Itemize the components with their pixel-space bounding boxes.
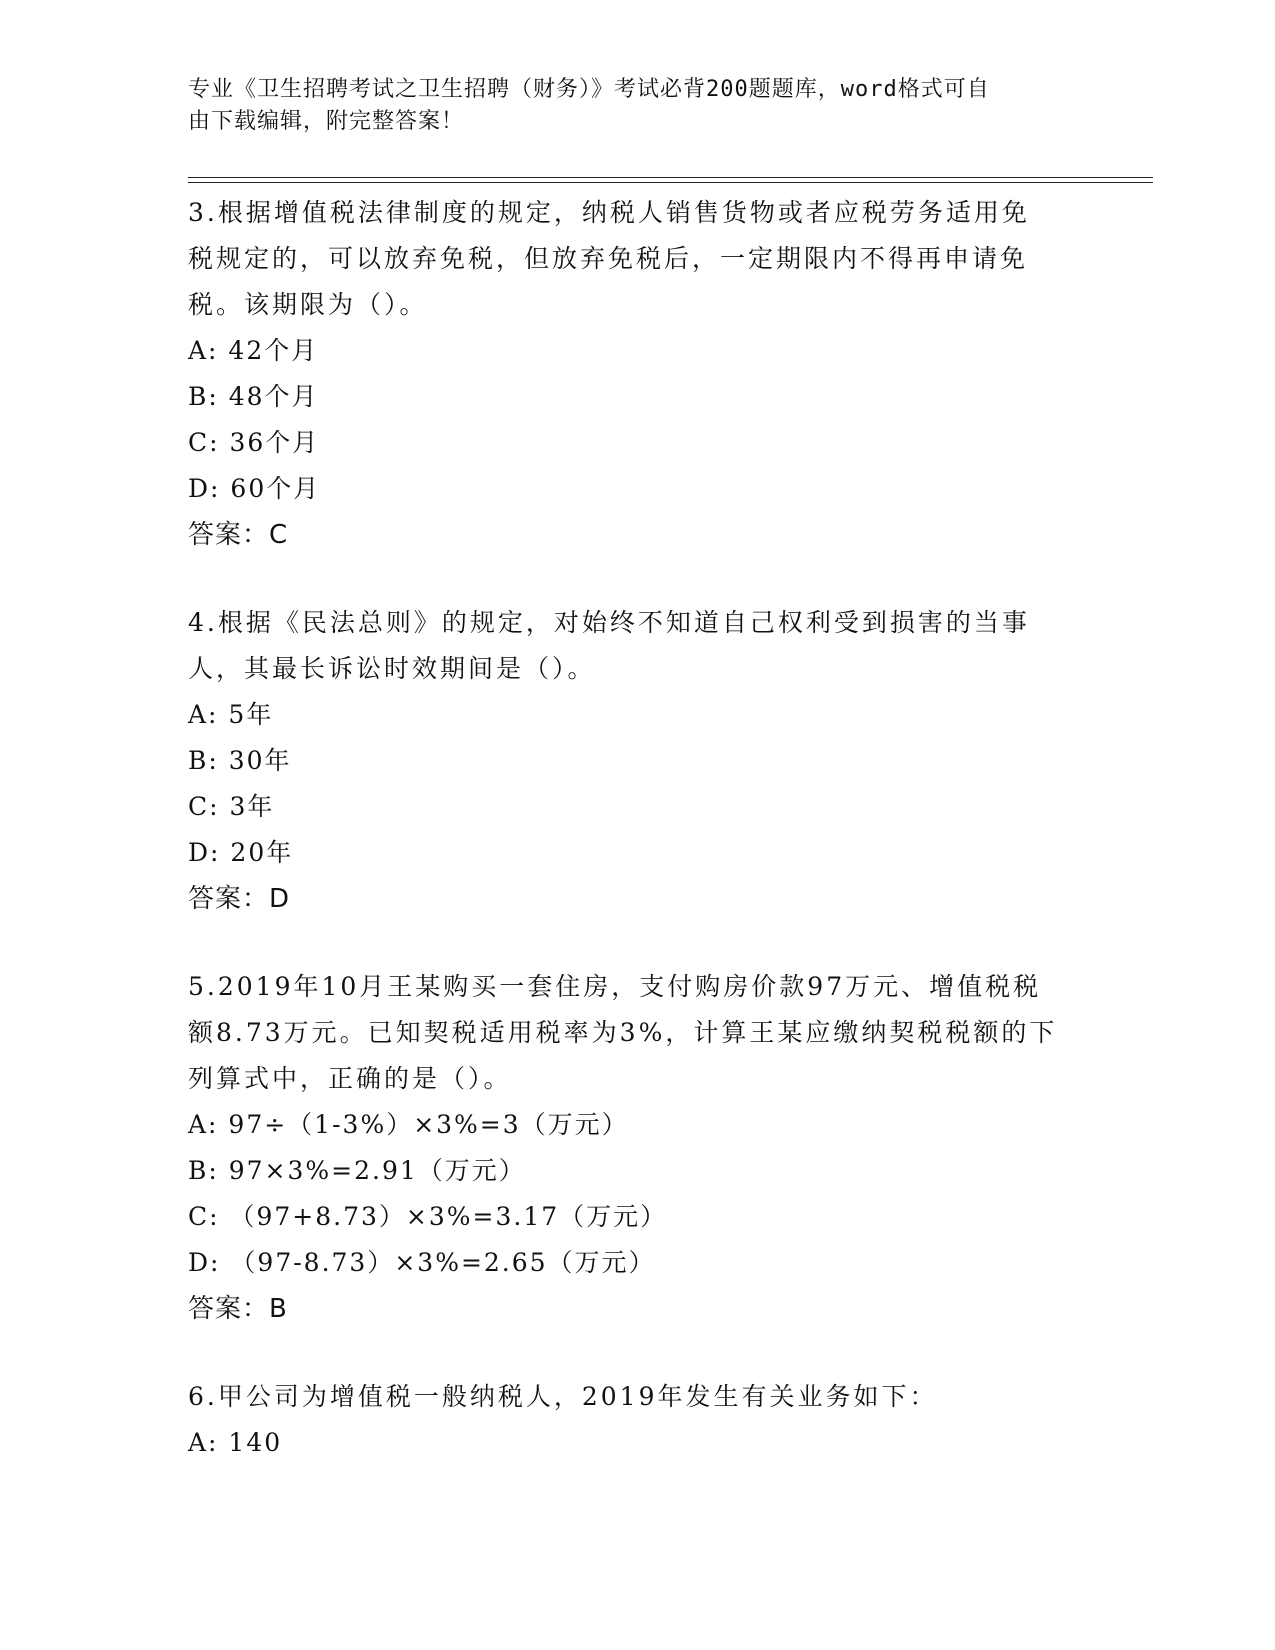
option-b: B: 97×3%=2.91（万元） (188, 1156, 526, 1185)
header-line-2: 由下载编辑，附完整答案！ (188, 109, 465, 134)
question-text-line: 3.根据增值税法律制度的规定，纳税人销售货物或者应税劳务适用免 (188, 198, 1030, 227)
question-list (188, 190, 1088, 1508)
answer-line: 答案：D (188, 884, 291, 914)
document-header (188, 74, 1068, 138)
option-c: C: 36个月 (188, 428, 320, 457)
option-d: D: （97-8.73）×3%=2.65（万元） (188, 1248, 656, 1277)
question-4 (188, 600, 1088, 922)
option-b: B: 30年 (188, 746, 292, 775)
header-line-1: 专业《卫生招聘考试之卫生招聘（财务）》考试必背200题题库，word格式可自 (188, 77, 990, 102)
option-a: A: 97÷（1-3%）×3%=3（万元） (188, 1110, 629, 1139)
option-c: C: 3年 (188, 792, 275, 821)
answer-line: 答案：B (188, 1294, 288, 1324)
question-text-line: 税规定的，可以放弃免税，但放弃免税后，一定期限内不得再申请免 (188, 244, 1029, 273)
question-5 (188, 964, 1088, 1332)
question-text-line: 人，其最长诉讼时效期间是（）。 (188, 654, 596, 683)
answer-line: 答案：C (188, 520, 289, 550)
question-3 (188, 190, 1088, 558)
header-divider-top (188, 177, 1153, 178)
question-text-line: 额8.73万元。已知契税适用税率为3%，计算王某应缴纳契税税额的下 (188, 1018, 1058, 1047)
option-d: D: 60个月 (188, 474, 321, 503)
option-d: D: 20年 (188, 838, 294, 867)
option-c: C: （97+8.73）×3%=3.17（万元） (188, 1202, 668, 1231)
question-text-line: 6.甲公司为增值税一般纳税人，2019年发生有关业务如下： (188, 1382, 938, 1411)
question-text-line: 4.根据《民法总则》的规定，对始终不知道自己权利受到损害的当事 (188, 608, 1030, 637)
option-a: A: 42个月 (188, 336, 319, 365)
question-6 (188, 1374, 1088, 1466)
question-text-line: 税。该期限为（）。 (188, 290, 428, 319)
option-a: A: 5年 (188, 700, 274, 729)
header-divider-bottom (188, 182, 1153, 183)
question-text-line: 列算式中，正确的是（）。 (188, 1064, 512, 1093)
question-text-line: 5.2019年10月王某购买一套住房，支付购房价款97万元、增值税税 (188, 972, 1042, 1001)
option-a: A: 140 (188, 1428, 283, 1457)
option-b: B: 48个月 (188, 382, 319, 411)
